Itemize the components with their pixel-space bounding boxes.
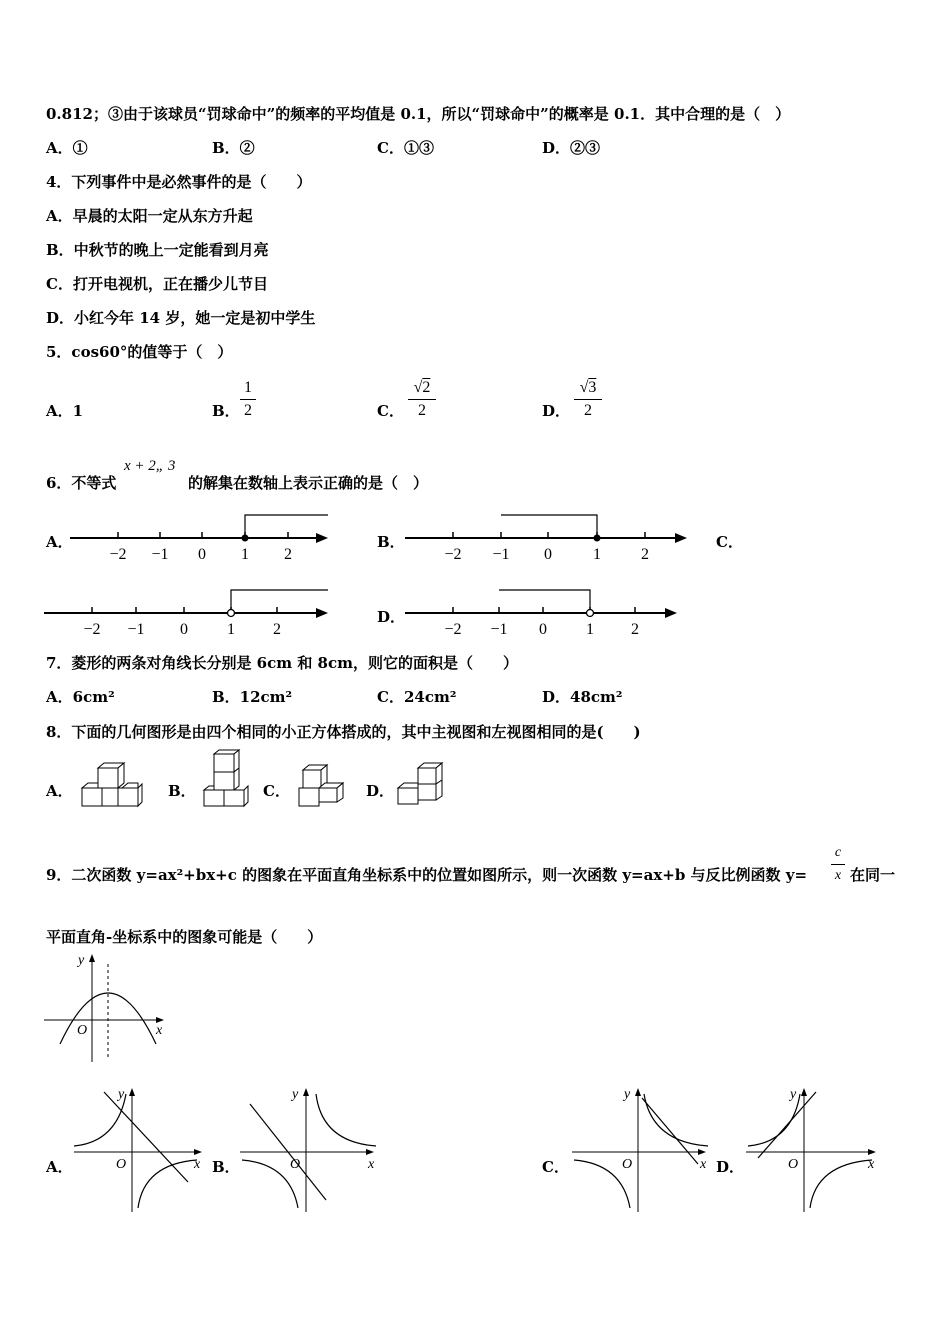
q6-label-c: C． [716, 533, 743, 551]
tick-label: 0 [539, 621, 547, 638]
q6-numberline-b [405, 510, 690, 565]
q6-label-d: D． [377, 608, 406, 626]
tick-label: 2 [273, 621, 281, 638]
q8-label-b: B． [168, 782, 196, 800]
q9-graph-c [570, 1084, 715, 1214]
svg-text:x: x [700, 1157, 707, 1172]
tick-label: −2 [444, 621, 462, 638]
q8-label-a: A． [46, 782, 73, 800]
q6-stem-post: 的解集在数轴上表示正确的是（ ） [188, 474, 429, 492]
svg-text:O: O [77, 1023, 88, 1038]
q6-label-b: B． [377, 533, 405, 551]
q6-inequality: x + 2„ 3 [124, 458, 176, 474]
q9-label-d: D． [716, 1158, 745, 1176]
q5-fraction-c: √2 2 [408, 378, 436, 421]
q5-stem: 5．cos60°的值等于（ ） [46, 343, 233, 361]
q4-option-b: B．中秋节的晚上一定能看到月亮 [46, 241, 269, 259]
svg-text:x: x [368, 1157, 375, 1172]
tick-label: 2 [631, 621, 639, 638]
q3-option-b: B．② [212, 139, 255, 157]
q7-option-d: D．48cm² [542, 688, 623, 706]
svg-text:x: x [194, 1157, 201, 1172]
q8-figure-a [80, 762, 142, 808]
q8-figure-b [200, 748, 248, 808]
q9-parabola-graph [44, 952, 166, 1064]
q4-option-a: A．早晨的太阳一定从东方升起 [46, 207, 253, 225]
tick-label: 2 [641, 546, 649, 563]
q5-a-value: 1 [72, 402, 84, 420]
q9-label-b: B． [212, 1158, 240, 1176]
q5-label-d: D． [542, 402, 571, 420]
tick-label: 1 [593, 546, 601, 563]
tick-label: −2 [444, 546, 462, 563]
q8-label-c: C． [263, 782, 290, 800]
tick-label: −1 [127, 621, 145, 638]
svg-text:y: y [118, 1087, 125, 1102]
tick-label: 1 [227, 621, 235, 638]
q5-label-c: C． [377, 402, 404, 420]
q6-numberline-d [405, 585, 680, 640]
svg-text:x: x [156, 1023, 163, 1038]
tick-label: −1 [492, 546, 510, 563]
q9-label-c: C． [542, 1158, 569, 1176]
svg-text:y: y [78, 953, 85, 968]
svg-text:y: y [624, 1087, 631, 1102]
q9-graph-b [238, 1084, 383, 1214]
q3-option-c: C．①③ [377, 139, 434, 157]
tick-label: −1 [490, 621, 508, 638]
tick-label: −2 [83, 621, 101, 638]
q7-option-b: B．12cm² [212, 688, 293, 706]
q7-option-c: C．24cm² [377, 688, 457, 706]
q5-label-b: B． [212, 402, 240, 420]
q3-option-d: D．②③ [542, 139, 601, 157]
q3-option-a: A．① [46, 139, 88, 157]
q9-stem-pre: 9．二次函数 y=ax²+bx+c 的图象在平面直角坐标系中的位置如图所示，则一次函数 y=ax+b 与反比例函数 y= [46, 866, 808, 884]
q8-label-d: D． [366, 782, 395, 800]
q5-label-a: A．1 [46, 402, 84, 420]
svg-text:O: O [290, 1157, 301, 1172]
q4-stem: 4．下列事件中是必然事件的是（ ） [46, 173, 312, 191]
q9-stem-post: 在同一 [850, 866, 896, 884]
q6-numberline-a [70, 510, 332, 565]
tick-label: 0 [544, 546, 552, 563]
q8-figure-d [396, 760, 446, 806]
tick-label: 1 [586, 621, 594, 638]
q4-option-c: C．打开电视机，正在播少儿节目 [46, 275, 268, 293]
svg-text:y: y [790, 1087, 797, 1102]
tick-label: −1 [151, 546, 169, 563]
q8-stem: 8．下面的几何图形是由四个相同的小正方体搭成的，其中主视图和左视图相同的是( ) [46, 723, 641, 741]
q4-option-d: D．小红今年 14 岁，她一定是初中学生 [46, 309, 316, 327]
q7-stem: 7．菱形的两条对角线长分别是 6cm 和 8cm，则它的面积是（ ） [46, 654, 518, 672]
q6-numberline-c [44, 585, 334, 640]
svg-text:O: O [788, 1157, 799, 1172]
tick-label: −2 [109, 546, 127, 563]
q9-label-a: A． [46, 1158, 73, 1176]
tick-label: 1 [241, 546, 249, 563]
q9-graph-d [744, 1084, 884, 1214]
svg-text:O: O [116, 1157, 127, 1172]
svg-text:O: O [622, 1157, 633, 1172]
q6-label-a: A． [46, 533, 73, 551]
q5-fraction-b: 1 2 [240, 378, 256, 421]
q6-stem-pre: 6．不等式 [46, 474, 117, 492]
q7-option-a: A．6cm² [46, 688, 115, 706]
svg-text:y: y [292, 1087, 299, 1102]
q9-stem-line2: 平面直角-坐标系中的图象可能是（ ） [46, 928, 323, 946]
q9-fraction: c x [831, 843, 845, 886]
q3-continuation: 0.812；③由于该球员“罚球命中”的频率的平均值是 0.1，所以“罚球命中”的概率是 0.1．其中合理的是（ ） [46, 105, 791, 123]
tick-label: 0 [198, 546, 206, 563]
q9-graph-a [72, 1084, 207, 1214]
q8-figure-c [295, 762, 347, 808]
svg-text:x: x [868, 1157, 875, 1172]
tick-label: 0 [180, 621, 188, 638]
tick-label: 2 [284, 546, 292, 563]
q5-fraction-d: √3 2 [574, 378, 602, 421]
